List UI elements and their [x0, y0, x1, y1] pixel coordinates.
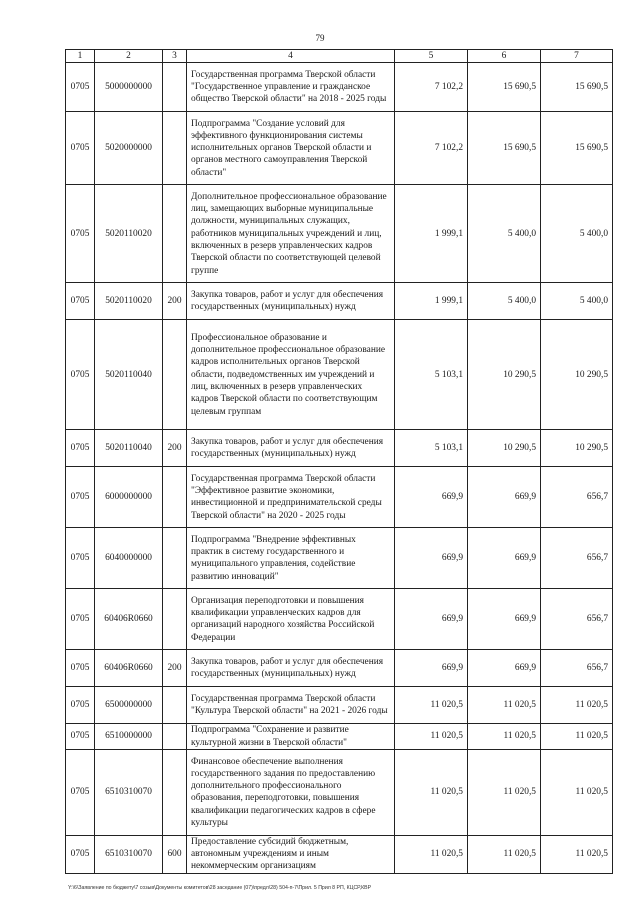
amount-col6-cell: 11 020,5	[468, 724, 541, 750]
target-article-cell: 5020110020	[95, 283, 163, 320]
amount-col6-cell: 10 290,5	[468, 430, 541, 467]
amount-col6-cell: 669,9	[468, 467, 541, 528]
target-article-cell: 5000000000	[95, 63, 163, 112]
amount-col5-cell: 11 020,5	[395, 835, 468, 873]
amount-col5-cell: 5 103,1	[395, 430, 468, 467]
table-row	[66, 687, 613, 724]
amount-col7-cell: 5 400,0	[541, 283, 613, 320]
amount-col7-cell: 656,7	[541, 650, 613, 687]
column-header: 2	[95, 50, 163, 63]
amount-col7-cell: 5 400,0	[541, 185, 613, 283]
section-code-cell: 0705	[66, 749, 95, 835]
amount-col6-cell: 11 020,5	[468, 687, 541, 724]
item-name-cell: Подпрограмма "Создание условий для эффективного функционирования системы исполнительных органов Тверской области и органов местного самоуправления Тверской области"	[187, 112, 395, 185]
amount-col7-cell: 15 690,5	[541, 112, 613, 185]
item-name-cell: Подпрограмма "Сохранение и развитие культурной жизни в Тверской области"	[187, 724, 395, 750]
column-header: 3	[163, 50, 187, 63]
section-code-cell: 0705	[66, 320, 95, 430]
amount-col6-cell: 669,9	[468, 528, 541, 589]
item-name-cell: Подпрограмма "Внедрение эффективных практик в систему государственного и муниципального управления, содействие развитию инноваций"	[187, 528, 395, 589]
expense-type-cell: 200	[163, 650, 187, 687]
table-row	[66, 283, 613, 320]
table-row	[66, 63, 613, 112]
expense-type-cell	[163, 467, 187, 528]
page-number: 79	[315, 33, 325, 43]
amount-col6-cell: 10 290,5	[468, 320, 541, 430]
item-name-cell: Закупка товаров, работ и услуг для обеспечения государственных (муниципальных) нужд	[187, 430, 395, 467]
table-row	[66, 430, 613, 467]
section-code-cell: 0705	[66, 283, 95, 320]
expense-type-cell	[163, 528, 187, 589]
target-article-cell: 6510310070	[95, 835, 163, 873]
item-name-cell: Дополнительное профессиональное образование лиц, замещающих выборные муниципальные должности, муниципальных служащих, работников муниципальных учреждений и лиц, включенных в резерв управленческих кадров Тверской области по соответствующей целевой группе	[187, 185, 395, 283]
target-article-cell: 5020110040	[95, 430, 163, 467]
amount-col6-cell: 669,9	[468, 589, 541, 650]
amount-col6-cell: 669,9	[468, 650, 541, 687]
amount-col6-cell: 5 400,0	[468, 185, 541, 283]
section-code-cell: 0705	[66, 589, 95, 650]
column-header: 6	[468, 50, 541, 63]
amount-col7-cell: 10 290,5	[541, 430, 613, 467]
item-name-cell: Закупка товаров, работ и услуг для обеспечения государственных (муниципальных) нужд	[187, 283, 395, 320]
amount-col7-cell: 656,7	[541, 589, 613, 650]
item-name-cell: Государственная программа Тверской области "Культура Тверской области" на 2021 - 2026 годы	[187, 687, 395, 724]
column-header: 1	[66, 50, 95, 63]
expense-type-cell: 200	[163, 430, 187, 467]
section-code-cell: 0705	[66, 63, 95, 112]
column-header: 7	[541, 50, 613, 63]
section-code-cell: 0705	[66, 650, 95, 687]
amount-col7-cell: 15 690,5	[541, 63, 613, 112]
amount-col5-cell: 11 020,5	[395, 724, 468, 750]
amount-col5-cell: 669,9	[395, 589, 468, 650]
target-article-cell: 6000000000	[95, 467, 163, 528]
amount-col5-cell: 669,9	[395, 528, 468, 589]
target-article-cell: 5020110040	[95, 320, 163, 430]
amount-col6-cell: 15 690,5	[468, 112, 541, 185]
amount-col7-cell: 10 290,5	[541, 320, 613, 430]
amount-col5-cell: 5 103,1	[395, 320, 468, 430]
item-name-cell: Финансовое обеспечение выполнения государственного задания по предоставлению дополнительного профессионального образования, переподготовки, повышения квалификации педагогических кадров в сфере культуры	[187, 749, 395, 835]
section-code-cell: 0705	[66, 467, 95, 528]
table-row	[66, 724, 613, 750]
amount-col5-cell: 669,9	[395, 467, 468, 528]
table-row	[66, 320, 613, 430]
amount-col7-cell: 11 020,5	[541, 835, 613, 873]
amount-col5-cell: 11 020,5	[395, 749, 468, 835]
table-row	[66, 467, 613, 528]
item-name-cell: Профессиональное образование и дополнительное профессиональное образование кадров исполнительных органов Тверской области, подведомственных им учреждений и лиц, включенных в резерв управленческих кадров Тверской области по соответствующим целевым группам	[187, 320, 395, 430]
file-path-footer: Y:\6\Заявление по бюджету\7 созыв\Документы комитетов\28 заседание (07)\предл\28) 504-п-7\Прил. 5 Прил 8 РП, КЦСР,КВР	[68, 885, 372, 891]
amount-col7-cell: 11 020,5	[541, 749, 613, 835]
amount-col6-cell: 11 020,5	[468, 835, 541, 873]
target-article-cell: 6040000000	[95, 528, 163, 589]
expense-type-cell	[163, 589, 187, 650]
table-row	[66, 185, 613, 283]
amount-col5-cell: 7 102,2	[395, 112, 468, 185]
section-code-cell: 0705	[66, 528, 95, 589]
item-name-cell: Предоставление субсидий бюджетным, автономным учреждениям и иным некоммерческим организациям	[187, 835, 395, 873]
expense-type-cell	[163, 112, 187, 185]
section-code-cell: 0705	[66, 724, 95, 750]
target-article-cell: 60406R0660	[95, 650, 163, 687]
amount-col5-cell: 7 102,2	[395, 63, 468, 112]
amount-col5-cell: 669,9	[395, 650, 468, 687]
amount-col7-cell: 11 020,5	[541, 724, 613, 750]
table-row	[66, 835, 613, 873]
table-row	[66, 112, 613, 185]
expense-type-cell	[163, 749, 187, 835]
item-name-cell: Государственная программа Тверской области "Эффективное развитие экономики, инвестиционной и предпринимательской среды Тверской области" на 2020 - 2025 годы	[187, 467, 395, 528]
item-name-cell: Организация переподготовки и повышения квалификации управленческих кадров для организаций народного хозяйства Российской Федерации	[187, 589, 395, 650]
amount-col5-cell: 11 020,5	[395, 687, 468, 724]
amount-col7-cell: 656,7	[541, 528, 613, 589]
expense-type-cell: 200	[163, 283, 187, 320]
table-row	[66, 650, 613, 687]
expense-type-cell	[163, 320, 187, 430]
header-row	[66, 50, 613, 63]
expense-type-cell: 600	[163, 835, 187, 873]
table-row	[66, 749, 613, 835]
expense-type-cell	[163, 63, 187, 112]
section-code-cell: 0705	[66, 835, 95, 873]
table-row	[66, 528, 613, 589]
amount-col6-cell: 11 020,5	[468, 749, 541, 835]
section-code-cell: 0705	[66, 185, 95, 283]
expense-type-cell	[163, 724, 187, 750]
section-code-cell: 0705	[66, 430, 95, 467]
target-article-cell: 6510000000	[95, 724, 163, 750]
amount-col6-cell: 15 690,5	[468, 63, 541, 112]
table-row	[66, 589, 613, 650]
budget-table	[65, 49, 613, 874]
target-article-cell: 5020000000	[95, 112, 163, 185]
section-code-cell: 0705	[66, 687, 95, 724]
target-article-cell: 5020110020	[95, 185, 163, 283]
target-article-cell: 60406R0660	[95, 589, 163, 650]
amount-col5-cell: 1 999,1	[395, 283, 468, 320]
expense-type-cell	[163, 687, 187, 724]
section-code-cell: 0705	[66, 112, 95, 185]
amount-col7-cell: 656,7	[541, 467, 613, 528]
amount-col6-cell: 5 400,0	[468, 283, 541, 320]
item-name-cell: Государственная программа Тверской области "Государственное управление и гражданское общество Тверской области" на 2018 - 2025 годы	[187, 63, 395, 112]
column-header: 4	[187, 50, 395, 63]
item-name-cell: Закупка товаров, работ и услуг для обеспечения государственных (муниципальных) нужд	[187, 650, 395, 687]
amount-col5-cell: 1 999,1	[395, 185, 468, 283]
target-article-cell: 6500000000	[95, 687, 163, 724]
column-header: 5	[395, 50, 468, 63]
expense-type-cell	[163, 185, 187, 283]
target-article-cell: 6510310070	[95, 749, 163, 835]
amount-col7-cell: 11 020,5	[541, 687, 613, 724]
